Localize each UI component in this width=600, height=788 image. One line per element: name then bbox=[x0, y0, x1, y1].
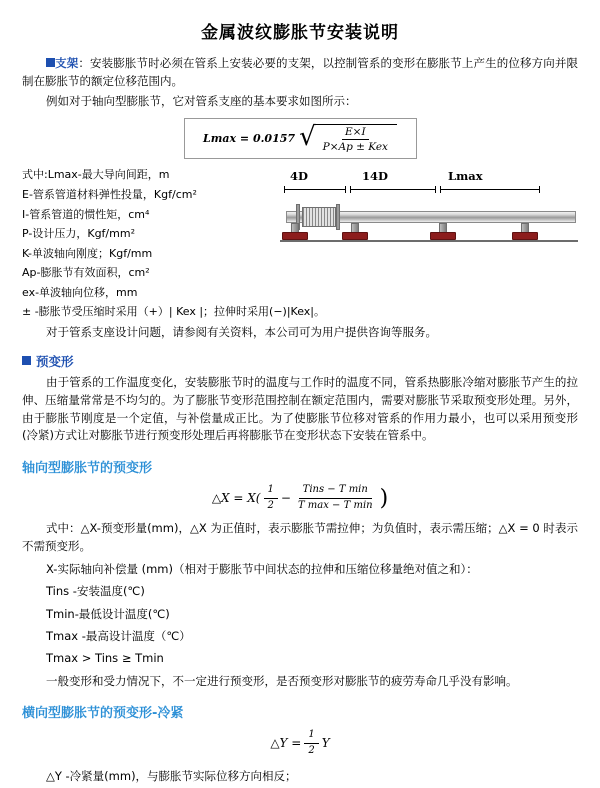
pipe-assembly-illustration bbox=[280, 195, 578, 257]
pipe-support-3 bbox=[430, 223, 456, 241]
lmax-formula-sqrt bbox=[299, 124, 397, 153]
axial-eq-rhs: ) bbox=[379, 485, 389, 511]
dimension-rule-4d bbox=[284, 189, 346, 190]
dimension-rule-lmax bbox=[440, 189, 540, 190]
pipe-support-diagram bbox=[280, 165, 578, 322]
axial-line-0: 式中：△X-预变形量(mm)，△X 为正值时，表示膨胀节需拉伸；为负值时，表示需压缩；△X = 0 时表示不需预变形。 bbox=[22, 521, 578, 553]
blue-square-bullet-icon bbox=[22, 356, 31, 365]
lateral-eq-fraction bbox=[304, 729, 318, 757]
support-intro-paragraph: 支架：安装膨胀节时必须在管系上安装必要的支架，以控制管系的变形在膨胀节上产生的位移方向并限制在膨胀节的额定位移范围内。 bbox=[22, 56, 579, 88]
dimension-label-lmax: Lmax bbox=[448, 169, 483, 184]
list-item: ± -膨胀节受压缩时采用（+）| Kex |；拉伸时采用(−)|Kex|。 bbox=[22, 305, 326, 319]
support-intro-text: 安装膨胀节时必须在管系上安装必要的支架，以控制管系的变形在膨胀节上产生的位移方向并限制在膨胀节的额定位移范围内。 bbox=[22, 56, 579, 88]
lmax-formula-lhs: Lmax = 0.0157 bbox=[203, 132, 296, 146]
lateral-eq-rhs: Y bbox=[321, 736, 330, 751]
axial-note: 一般变形和受力情况下，不一定进行预变形，是否预变形对膨胀节的疲劳寿命几乎没有影响。 bbox=[46, 673, 518, 688]
sqrt-icon: √ bbox=[299, 122, 316, 153]
axial-predeform-heading: 轴向型膨胀节的预变形 bbox=[22, 461, 153, 477]
axial-line-1: X-实际轴向补偿量 (mm)（相对于膨胀节中间状态的拉伸和压缩位移量绝对值之和）： bbox=[46, 561, 478, 576]
dimension-rules bbox=[280, 185, 578, 193]
axial-line-5: Tmax > Tins ≥ Tmin bbox=[46, 651, 164, 666]
lateral-predeform-heading: 横向型膨胀节的预变形-冷紧 bbox=[22, 706, 184, 722]
axial-line-3: Tmin-最低设计温度(℃) bbox=[46, 606, 170, 621]
axial-eq-half-fraction bbox=[264, 484, 278, 512]
legend-and-figure bbox=[22, 165, 578, 322]
lateral-eq-frac-den: 2 bbox=[308, 744, 315, 756]
list-item: Ap-膨胀节有效面积，cm² bbox=[22, 266, 150, 280]
list-item: K-单波轴向刚度；Kgf/mm bbox=[22, 246, 153, 260]
list-item: 式中:Lmax-最大导向间距，m bbox=[22, 168, 170, 182]
axial-line-4: Tmax -最高设计温度（℃） bbox=[46, 629, 191, 644]
diagram-dimension-labels bbox=[280, 169, 578, 185]
pipe-support-2 bbox=[342, 223, 368, 241]
lateral-eq-frac-num: 1 bbox=[304, 729, 318, 744]
pipe-support-4 bbox=[512, 223, 538, 241]
axial-line-2: Tins -安装温度(℃) bbox=[46, 584, 145, 599]
list-item: I-管系管道的惯性矩，cm⁴ bbox=[22, 207, 150, 221]
axial-predeform-equation bbox=[22, 484, 578, 512]
axial-eq-frac-num: Tins − T min bbox=[299, 484, 372, 499]
lmax-formula-numerator: E×I bbox=[342, 126, 369, 140]
lmax-formula bbox=[184, 118, 417, 159]
predeform-section-label: 预变形 bbox=[36, 353, 74, 369]
support-closing-paragraph: 对于管系支座设计问题，请参阅有关资料，本公司可为用户提供咨询等服务。 bbox=[46, 325, 437, 340]
axial-eq-frac-den: T max − T min bbox=[297, 499, 373, 511]
lateral-eq-lhs: △Y = bbox=[270, 736, 302, 751]
blue-square-bullet-icon bbox=[46, 58, 55, 67]
lateral-line: △Y -冷紧量(mm)，与膨胀节实际位移方向相反； bbox=[46, 769, 297, 784]
flange-right bbox=[336, 204, 340, 230]
dimension-label-4d: 4D bbox=[290, 169, 308, 184]
list-item: ex-单波轴向位移，mm bbox=[22, 285, 138, 299]
page-title: 金属波纹膨胀节安装说明 bbox=[201, 23, 399, 43]
dimension-rule-14d bbox=[350, 189, 436, 190]
ground-line bbox=[280, 240, 578, 242]
pipe-support-1 bbox=[282, 223, 308, 241]
axial-eq-minus: − bbox=[280, 491, 291, 506]
predeform-paragraph: 由于管系的工作温度变化，安装膨胀节时的温度与工作时的温度不同，管系热膨胀冷缩对膨胀节产生的拉伸、压缩量常常是不均匀的。为了膨胀节变形范围控制在额定范围内，需要对膨胀节采取预变形处理。另外，由于膨胀节刚度是一个定值，与补偿量成正比。为了使膨胀节位移对管系的作用力最小，也可以采用预变形(冷紧)方式让对膨胀节进行预变形处理后再将膨胀节在变形状态下安装在管系中。 bbox=[22, 374, 578, 443]
list-item: E-管系管道材料弹性投量，Kgf/cm² bbox=[22, 188, 197, 202]
axial-eq-half-num: 1 bbox=[264, 484, 278, 499]
lateral-predeform-equation bbox=[22, 729, 578, 757]
support-example-paragraph: 例如对于轴向型膨胀节，它对管系支座的基本要求如图所示： bbox=[46, 93, 357, 108]
list-item: P-设计压力，Kgf/mm² bbox=[22, 227, 135, 241]
axial-eq-lhs: △X = X( bbox=[211, 491, 261, 506]
axial-eq-temp-fraction bbox=[294, 484, 377, 512]
support-section-label: 支架 bbox=[55, 56, 79, 70]
predeform-section-heading bbox=[22, 352, 578, 370]
axial-eq-half-den: 2 bbox=[267, 499, 274, 511]
lmax-formula-denominator: P×Ap ± Kex bbox=[322, 141, 388, 154]
dimension-label-14d: 14D bbox=[362, 169, 388, 184]
